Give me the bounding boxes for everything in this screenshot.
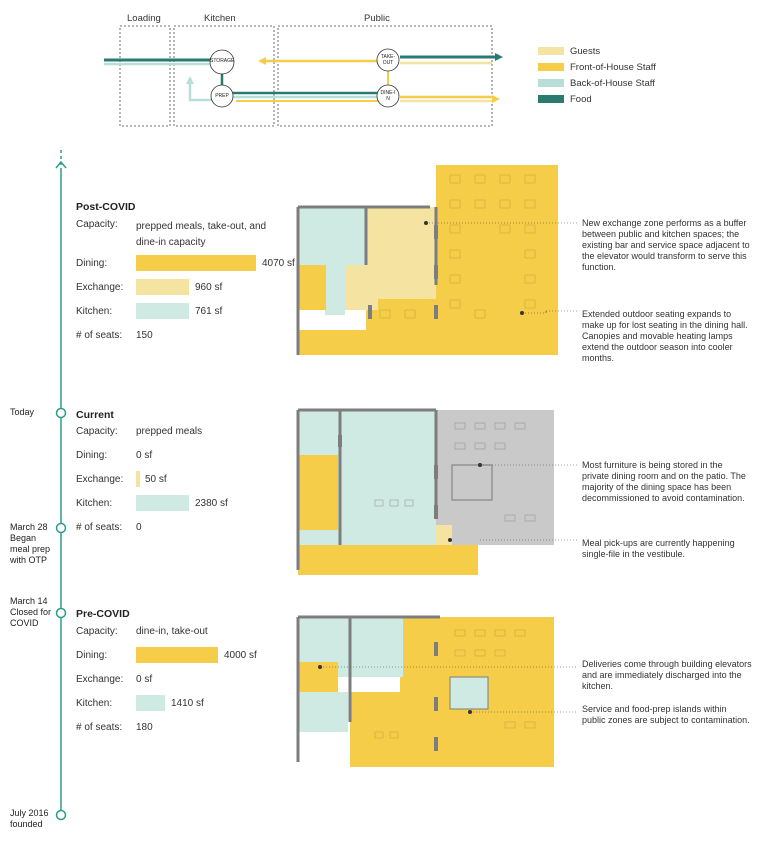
node-takeout-label: TAKE-OUT	[380, 54, 396, 66]
legend-item-food	[538, 93, 592, 105]
exchange-bar	[136, 279, 189, 295]
seats-value: 180	[136, 722, 153, 733]
capacity-value: prepped meals	[136, 426, 203, 437]
note-post-covid-exchange: New exchange zone performs as a buffer between public and kitchen spaces; the existing bar and service space adjacent to the elevator would transform to serve this function.	[582, 218, 750, 272]
exchange-bar	[136, 471, 140, 487]
flow-diagram-svg	[0, 0, 520, 135]
dining-label: Dining:	[76, 450, 108, 461]
timeline-label-march28: March 28 Began meal prep with OTP	[10, 522, 51, 565]
exchange-value: 960 sf	[195, 282, 223, 293]
zone-box-loading	[120, 26, 170, 126]
dining-label: Dining:	[76, 258, 108, 269]
kitchen-value: 2380 sf	[195, 498, 228, 509]
node-dinein-label: DINE-IN	[380, 90, 396, 102]
kitchen-zone-lower	[325, 265, 345, 315]
capacity-value: dine-in, take-out	[136, 626, 208, 637]
dining-value: 4070 sf	[262, 258, 295, 269]
note-pre-covid-deliveries: Deliveries come through building elevators and are immediately discharged into the kitchen.	[582, 659, 752, 691]
timeline-dot-march14	[57, 609, 66, 618]
current-leader-lines	[480, 460, 585, 550]
kitchen-label: Kitchen:	[76, 306, 113, 317]
back-room-yellow	[298, 455, 338, 530]
dining-bar	[136, 647, 218, 663]
kitchen-value: 761 sf	[195, 306, 223, 317]
back-room-yellow	[298, 265, 326, 310]
zone-label-public: Public	[364, 13, 390, 24]
capacity-label: Capacity:	[76, 219, 118, 230]
legend-item-foh	[538, 61, 656, 73]
timeline-dot-march28	[57, 524, 66, 533]
legend-item-guests	[538, 45, 600, 57]
legend-item-boh	[538, 77, 655, 89]
timeline-label-founded: July 2016 founded	[10, 808, 49, 829]
timeline-label-march14: March 14 Closed for COVID	[10, 596, 52, 628]
zone-label-loading: Loading	[127, 13, 161, 24]
note-post-covid-outdoor: Extended outdoor seating expands to make up for lost seating in the dining hall. Canopies and movable heating lamps extend the outdoor season into cooler months.	[582, 309, 748, 363]
timeline-label-today: Today	[10, 407, 35, 417]
scenario-title: Current	[76, 409, 114, 421]
kitchen-bar	[136, 303, 189, 319]
node-storage-label: STORAGE	[210, 58, 235, 64]
note-current-pickup: Meal pick-ups are currently happening single-file in the vestibule.	[582, 538, 735, 559]
seats-label: # of seats:	[76, 522, 123, 533]
seats-label: # of seats:	[76, 330, 123, 341]
capacity-value: prepped meals, take-out, and dine-in capacity	[136, 221, 267, 248]
dining-value: 0 sf	[136, 450, 153, 461]
scenario-title: Pre-COVID	[76, 608, 130, 620]
flow-diagram	[0, 0, 520, 135]
dining-label: Dining:	[76, 650, 108, 661]
exchange-label: Exchange:	[76, 674, 124, 685]
note-marker	[448, 538, 452, 542]
pre-covid-leader-lines	[320, 660, 585, 720]
legend-swatch	[538, 63, 564, 71]
note-current-furniture: Most furniture is being stored in the private dining room and on the patio. The majority of the dining space has been decommissioned to avoid contamination.	[582, 460, 746, 503]
kitchen-value: 1410 sf	[171, 698, 204, 709]
kitchen-label: Kitchen:	[76, 498, 113, 509]
node-prep-label: PREP	[215, 93, 229, 99]
dining-bar	[136, 255, 256, 271]
exchange-vestibule	[436, 525, 452, 545]
legend-label: Back-of-House Staff	[570, 77, 655, 89]
legend-swatch	[538, 47, 564, 55]
legend-swatch	[538, 79, 564, 87]
capacity-label: Capacity:	[76, 426, 118, 437]
capacity-label: Capacity:	[76, 626, 118, 637]
kitchen-zone	[298, 207, 366, 265]
zone-label-kitchen: Kitchen	[204, 13, 236, 24]
kitchen-bar	[136, 495, 189, 511]
kitchen-label: Kitchen:	[76, 698, 113, 709]
exchange-label: Exchange:	[76, 474, 124, 485]
exchange-value: 50 sf	[145, 474, 167, 485]
patio-zone	[298, 545, 478, 575]
exchange-value: 0 sf	[136, 674, 153, 685]
zone-box-public	[278, 26, 492, 126]
timeline-line	[0, 150, 123, 840]
zone-box-kitchen	[174, 26, 274, 126]
scenario-title: Post-COVID	[76, 201, 136, 213]
legend-label: Guests	[570, 45, 601, 57]
note-pre-covid-islands: Service and food-prep islands within public zones are subject to contamination.	[582, 704, 750, 725]
dining-value: 4000 sf	[224, 650, 257, 661]
legend-swatch	[538, 95, 564, 103]
exchange-label: Exchange:	[76, 282, 124, 293]
kitchen-bar	[136, 695, 165, 711]
seats-label: # of seats:	[76, 722, 123, 733]
seats-value: 0	[136, 522, 142, 533]
post-covid-leader-lines	[426, 215, 586, 335]
legend-label: Front-of-House Staff	[570, 61, 656, 73]
seats-value: 150	[136, 330, 153, 341]
legend-label: Food	[570, 93, 592, 105]
